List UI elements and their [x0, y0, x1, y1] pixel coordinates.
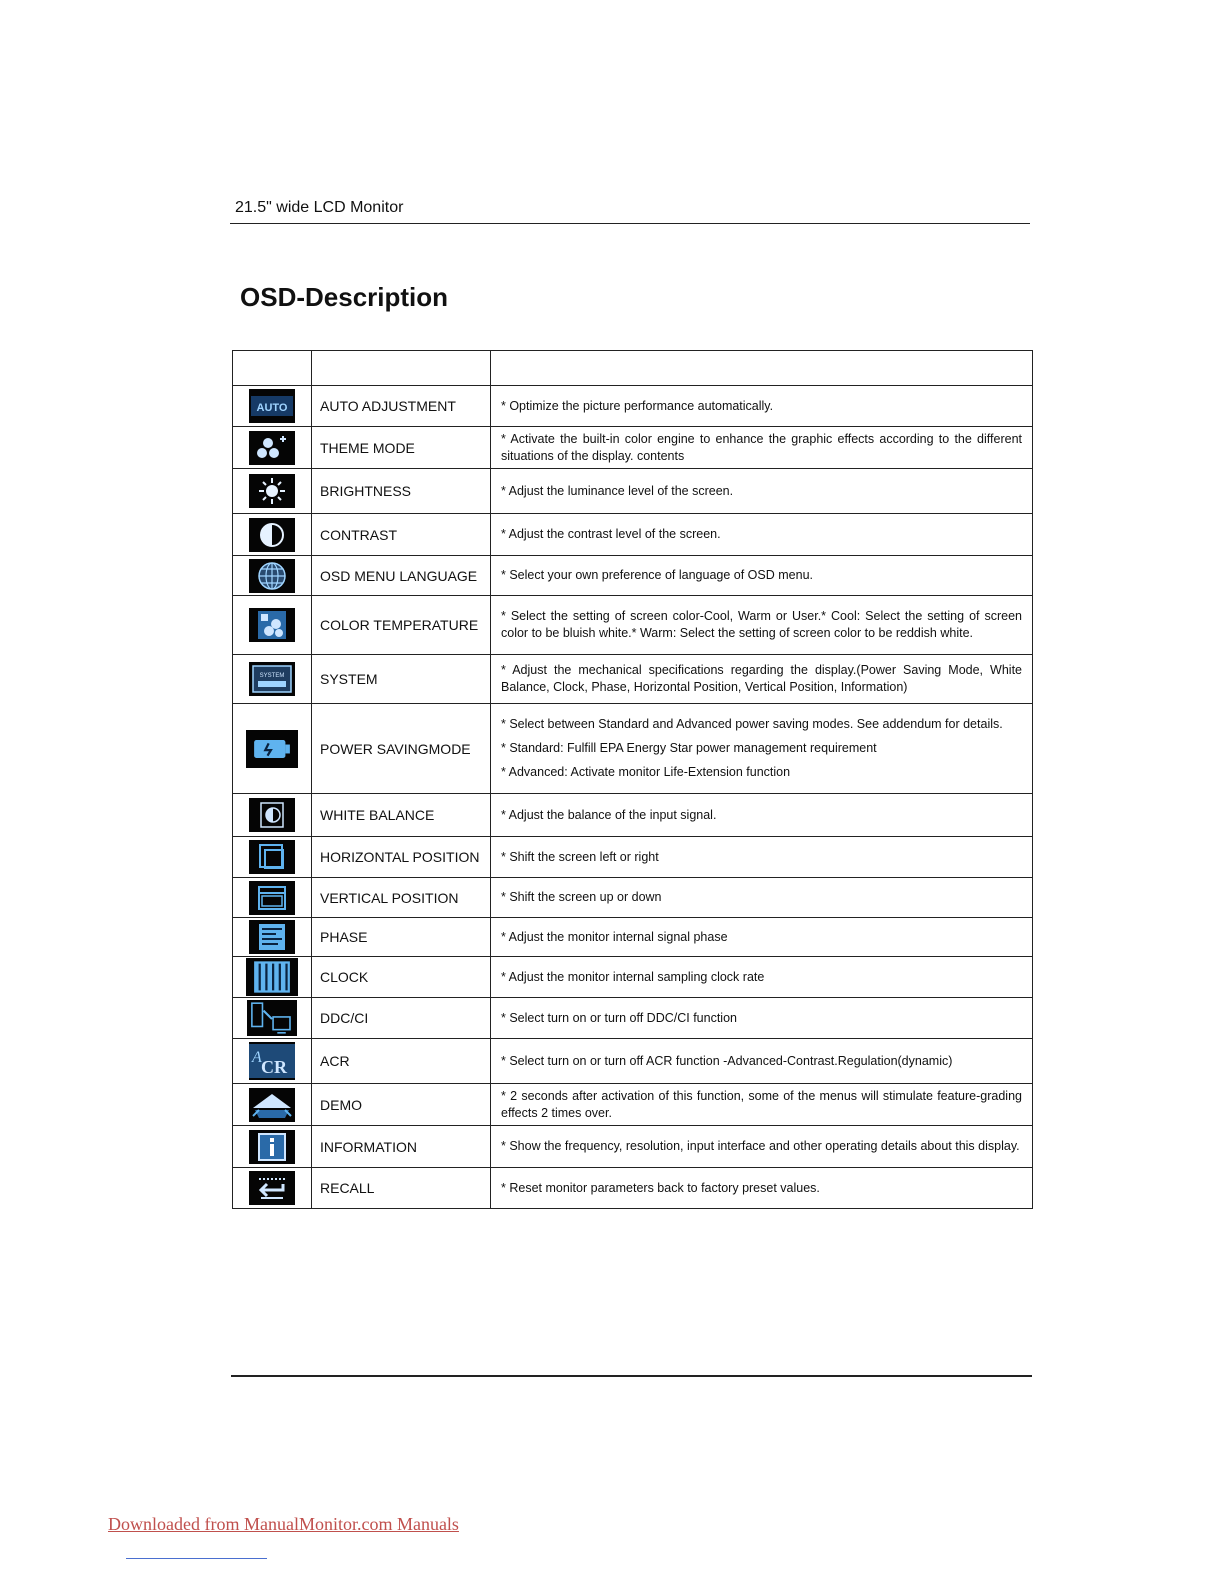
row-name: POWER SAVINGMODE [312, 704, 491, 794]
row-description: * Shift the screen up or down [491, 878, 1033, 918]
row-name: AUTO ADJUSTMENT [312, 386, 491, 427]
row-description: * Select your own preference of language of OSD menu. [491, 556, 1033, 596]
row-description: * Adjust the contrast level of the screen. [491, 514, 1033, 556]
row-name: CONTRAST [312, 514, 491, 556]
horizontal-position-icon [249, 840, 295, 874]
row-name: SYSTEM [312, 655, 491, 704]
table-row [233, 704, 1033, 794]
row-name: INFORMATION [312, 1126, 491, 1168]
row-description: * Select turn on or turn off ACR function -Advanced-Contrast.Regulation(dynamic) [491, 1039, 1033, 1084]
battery-icon [246, 730, 298, 768]
row-name: DEMO [312, 1084, 491, 1126]
row-description: * Adjust the monitor internal signal phase [491, 918, 1033, 957]
demo-icon [249, 1088, 295, 1122]
header-cell-icon [233, 351, 312, 386]
recall-icon [249, 1171, 295, 1205]
brightness-icon [249, 474, 295, 508]
header-divider [230, 223, 1030, 224]
row-name: CLOCK [312, 957, 491, 998]
table-row [233, 427, 1033, 469]
row-name: THEME MODE [312, 427, 491, 469]
table-row [233, 918, 1033, 957]
color-temperature-icon [249, 608, 295, 642]
table-row [233, 1126, 1033, 1168]
table-row [233, 957, 1033, 998]
row-name: WHITE BALANCE [312, 794, 491, 837]
table-row [233, 469, 1033, 514]
row-name: VERTICAL POSITION [312, 878, 491, 918]
row-description: * Adjust the luminance level of the screen. [491, 469, 1033, 514]
row-description: * 2 seconds after activation of this function, some of the menus will stimulate feature-grading effects 2 times over. [491, 1084, 1033, 1126]
header-cell-name [312, 351, 491, 386]
globe-icon [249, 559, 295, 593]
osd-table [232, 350, 1033, 1209]
table-row [233, 596, 1033, 655]
theme-mode-icon [249, 431, 295, 465]
white-balance-icon [249, 798, 295, 832]
header-cell-description [491, 351, 1033, 386]
table-row [233, 1039, 1033, 1084]
row-description: * Show the frequency, resolution, input interface and other operating details about this display. [491, 1126, 1033, 1168]
row-description: * Adjust the mechanical specifications regarding the display.(Power Saving Mode, White Balance, Clock, Phase, Horizontal Position, Vertical Position, Information) [491, 655, 1033, 704]
row-name: PHASE [312, 918, 491, 957]
row-name: BRIGHTNESS [312, 469, 491, 514]
row-name: HORIZONTAL POSITION [312, 837, 491, 878]
row-description: * Select turn on or turn off DDC/CI function [491, 998, 1033, 1039]
auto-icon-label: AUTO [256, 402, 288, 414]
row-name: DDC/CI [312, 998, 491, 1039]
row-name: OSD MENU LANGUAGE [312, 556, 491, 596]
table-row [233, 655, 1033, 704]
row-description: * Optimize the picture performance automatically. [491, 386, 1033, 427]
table-row [233, 556, 1033, 596]
acr-icon [249, 1042, 295, 1080]
acr-icon-label: CR [261, 1057, 287, 1077]
table-row [233, 386, 1033, 427]
row-name: ACR [312, 1039, 491, 1084]
page-title: OSD-Description [240, 282, 449, 312]
table-row [233, 794, 1033, 837]
table-row [233, 514, 1033, 556]
download-source-link[interactable]: Downloaded from ManualMonitor.com Manuals [108, 1514, 459, 1534]
row-description: * Shift the screen left or right [491, 837, 1033, 878]
system-icon [249, 662, 295, 696]
row-name: RECALL [312, 1168, 491, 1209]
svg-text:A: A [252, 1049, 262, 1066]
table-header-row [233, 351, 1033, 386]
bottom-decorative-line [126, 1558, 267, 1559]
auto-icon [249, 389, 295, 423]
table-row [233, 878, 1033, 918]
row-name: COLOR TEMPERATURE [312, 596, 491, 655]
table-row [233, 837, 1033, 878]
ddc-ci-icon [247, 1000, 297, 1036]
row-description: * Adjust the monitor internal sampling clock rate [491, 957, 1033, 998]
row-description: * Adjust the balance of the input signal. [491, 794, 1033, 837]
row-description: * Activate the built-in color engine to enhance the graphic effects according to the different situations of the display. contents [491, 427, 1033, 469]
system-icon-label: SYSTEM [259, 673, 285, 679]
page-header: 21.5" wide LCD Monitor [235, 199, 404, 216]
row-description: * Select between Standard and Advanced power saving modes. See addendum for details. * Standard: Fulfill EPA Energy Star power management requirement * Advanced: Activate monitor Life-Extension function [491, 704, 1033, 794]
clock-icon [246, 958, 298, 996]
table-row [233, 998, 1033, 1039]
information-icon [249, 1130, 295, 1164]
footer-divider [231, 1375, 1032, 1377]
row-description: * Select the setting of screen color-Cool, Warm or User.* Cool: Select the setting of screen color to be bluish white.* Warm: Select the setting of screen color to be reddish white. [491, 596, 1033, 655]
phase-icon [249, 920, 295, 954]
contrast-icon [249, 518, 295, 552]
table-row [233, 1084, 1033, 1126]
table-row [233, 1168, 1033, 1209]
row-description: * Reset monitor parameters back to factory preset values. [491, 1168, 1033, 1209]
vertical-position-icon [249, 881, 295, 915]
